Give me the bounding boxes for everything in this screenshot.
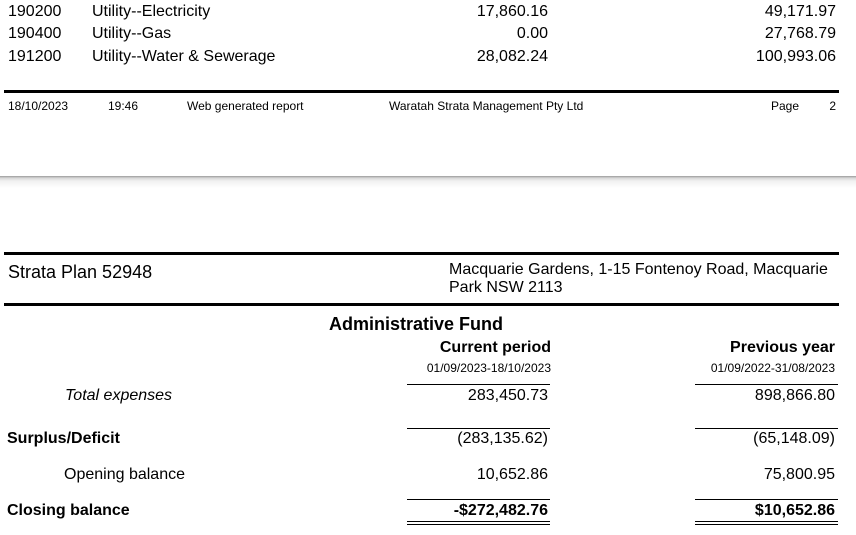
closing-double-rule-previous-1 xyxy=(695,521,838,522)
previous-year-heading: Previous year xyxy=(730,339,835,356)
closing-balance-label: Closing balance xyxy=(7,502,130,519)
closing-double-rule-previous-2 xyxy=(695,524,838,525)
previous-amount: 100,993.06 xyxy=(755,48,836,65)
surplus-deficit-label: Surplus/Deficit xyxy=(7,430,120,447)
previous-year-range: 01/09/2022-31/08/2023 xyxy=(710,361,835,375)
footer-company: Waratah Strata Management Pty Ltd xyxy=(389,99,584,113)
header-bottom-rule xyxy=(4,303,839,306)
closing-balance-previous: $10,652.86 xyxy=(754,502,835,519)
current-amount: 17,860.16 xyxy=(476,3,548,20)
account-name: Utility--Gas xyxy=(92,25,172,42)
total-expenses-rule-previous xyxy=(695,384,838,385)
account-code: 190200 xyxy=(8,3,62,20)
current-amount: 0.00 xyxy=(516,25,548,42)
opening-balance-current: 10,652.86 xyxy=(476,466,548,483)
surplus-deficit-previous: (65,148.09) xyxy=(753,430,835,447)
fund-title: Administrative Fund xyxy=(329,314,504,334)
closing-balance-current: -$272,482.76 xyxy=(453,502,548,519)
property-address-line2: Park NSW 2113 xyxy=(449,279,563,296)
surplus-deficit-current: (283,135.62) xyxy=(457,430,548,447)
previous-amount: 49,171.97 xyxy=(764,3,836,20)
closing-rule-previous xyxy=(695,499,838,500)
footer-page-label: Page xyxy=(771,99,800,113)
current-period-heading: Current period xyxy=(439,339,551,356)
closing-double-rule-current-2 xyxy=(407,524,550,525)
opening-balance-label: Opening balance xyxy=(64,466,185,483)
total-expenses-current: 283,450.73 xyxy=(467,387,548,404)
property-address-line1: Macquarie Gardens, 1-15 Fontenoy Road, Macquarie xyxy=(449,261,828,278)
total-expenses-label: Total expenses xyxy=(65,387,173,404)
footer-date: 18/10/2023 xyxy=(8,99,69,113)
current-amount: 28,082.24 xyxy=(476,48,548,65)
opening-balance-previous: 75,800.95 xyxy=(763,466,835,483)
closing-rule-current xyxy=(407,499,550,500)
footer-time: 19:46 xyxy=(108,99,139,113)
previous-amount: 27,768.79 xyxy=(764,25,836,42)
account-name: Utility--Water & Sewerage xyxy=(92,48,276,65)
closing-double-rule-current-1 xyxy=(407,521,550,522)
footer-rule xyxy=(4,90,839,93)
footer-generated: Web generated report xyxy=(187,99,304,113)
strata-plan-title: Strata Plan 52948 xyxy=(8,262,153,282)
total-expenses-rule-current xyxy=(407,384,550,385)
account-name: Utility--Electricity xyxy=(92,3,211,20)
footer-page-number: 2 xyxy=(829,99,836,113)
page-break xyxy=(0,176,856,188)
total-expenses-previous: 898,866.80 xyxy=(754,387,835,404)
current-period-range: 01/09/2023-18/10/2023 xyxy=(426,361,551,375)
account-code: 191200 xyxy=(8,48,62,65)
account-code: 190400 xyxy=(8,25,62,42)
report-page-2-bottom xyxy=(0,0,856,176)
header-top-rule xyxy=(4,252,839,255)
